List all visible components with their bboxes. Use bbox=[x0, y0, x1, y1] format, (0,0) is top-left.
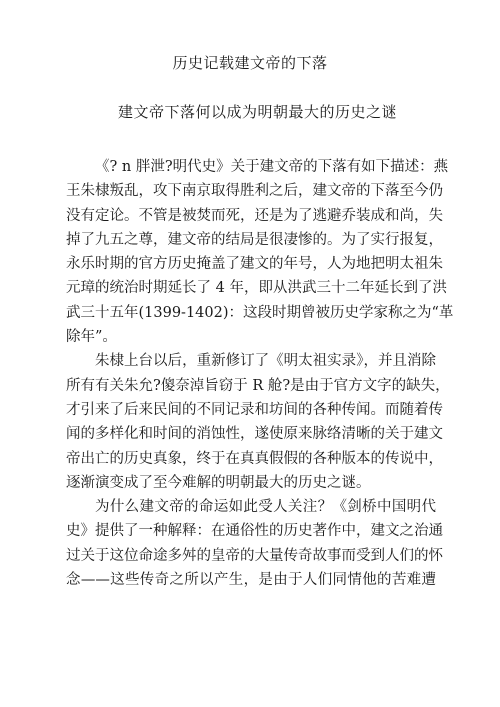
document-body bbox=[66, 155, 454, 592]
text-line: 掉了九五之尊，建文帝的结局是很凄惨的。为了实行报复， bbox=[66, 231, 443, 248]
text-line: 帝出亡的历史真象，终于在真真假假的各种版本的传说中， bbox=[66, 450, 443, 467]
text-line: 念——这些传奇之所以产生，是由于人们同情他的苦难遭 bbox=[66, 572, 436, 589]
text-line: 没有定论。不管是被焚而死，还是为了逃避乔装成和尚，失 bbox=[66, 207, 443, 224]
text-line: 过关于这位命途多舛的皇帝的大量传奇故事而受到人们的怀 bbox=[66, 547, 443, 564]
text-line: 闻的多样化和时间的消蚀性，遂使原来脉络清晰的关于建文 bbox=[66, 426, 443, 443]
text-line: 《? n 胖泄?明代史》关于建文帝的下落有如下描述：燕 bbox=[95, 159, 449, 175]
text-line: 永乐时期的官方历史掩盖了建文的年号，人为地把明太祖朱 bbox=[66, 256, 443, 273]
document-subtitle: 建文帝下落何以成为明朝最大的历史之谜 bbox=[118, 103, 398, 121]
text-line: 朱棣上台以后，重新修订了《明太祖实录》，并且消除 bbox=[95, 353, 436, 370]
text-line: 武三十五年(1399-1402)：这段时期曾被历史学家称之为“革 bbox=[66, 304, 454, 321]
text-line: 史》提供了一种解释：在通俗性的历史著作中，建文之治通 bbox=[66, 523, 443, 540]
paragraph-2 bbox=[66, 349, 450, 495]
text-line: 逐渐演变成了至今难解的明朝最大的历史之谜。 bbox=[66, 474, 371, 491]
text-line: 为什么建文帝的命运如此受人关注？《剑桥中国明代 bbox=[95, 499, 436, 516]
text-line: 王朱棣叛乱，攻下南京取得胜利之后，建文帝的下落至今仍 bbox=[66, 183, 443, 200]
document-title: 历史记载建文帝的下落 bbox=[172, 54, 328, 72]
paragraph-3 bbox=[66, 495, 443, 592]
text-line: 所有有关朱允?傻奈淖旨窃于 R 舱?是由于官方文字的缺失， bbox=[66, 377, 450, 394]
text-line: 才引来了后来民间的不同记录和坊间的各种传闻。而随着传 bbox=[66, 401, 443, 418]
paragraph-1 bbox=[66, 155, 454, 349]
text-line: 元璋的统治时期延长了 4 年，即从洪武三十二年延长到了洪 bbox=[66, 280, 447, 297]
text-line: 除年”。 bbox=[66, 329, 117, 346]
